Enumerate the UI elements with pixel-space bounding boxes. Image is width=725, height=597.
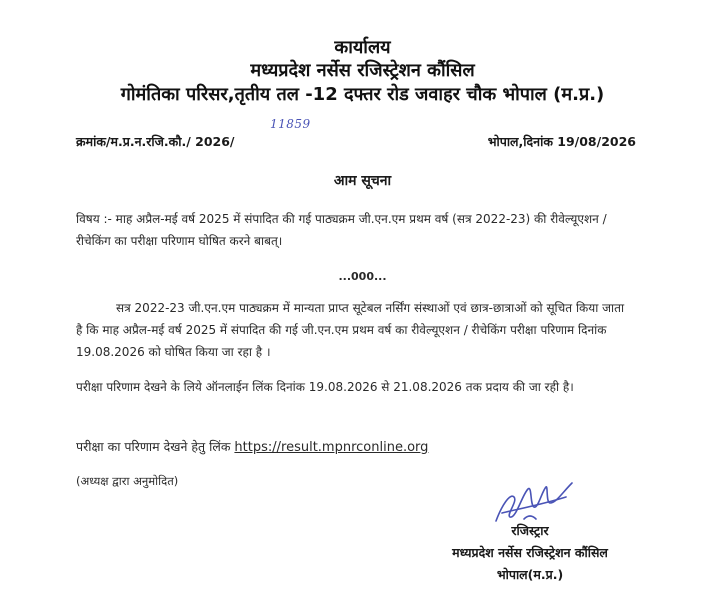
place-date: भोपाल,दिनांक 19/08/2026: [487, 134, 636, 149]
body-paragraph: सत्र 2022-23 जी.एन.एम पाठ्यक्रम में मान्यता प्राप्त सूटेबल नर्सिंग संस्थाओं एवं छात्र-छात्राओं को सूचित किया जाता है कि माह अप्रैल-मई वर्ष 2025 में संपादित की गई जी.एन.एम प्रथम वर्ष का रीवेल्यूएशन / रीचेकिंग परीक्षा परिणाम दिनांक 19.08.2026 को घोषित किया जा रहा है ।: [76, 301, 625, 359]
approval-note: (अध्यक्ष द्वारा अनुमोदित): [76, 474, 179, 488]
office-title: कार्यालय: [334, 37, 391, 58]
council-address: गोमंतिका परिसर,तृतीय तल -12 दफ्तर रोड जवाहर चौक भोपाल (म.प्र.): [120, 84, 605, 105]
result-link[interactable]: https://result.mpnrconline.org: [234, 440, 429, 455]
signatory-place: भोपाल(म.प्र.): [496, 567, 564, 582]
section-separator: ...000...: [338, 270, 387, 283]
handwritten-reference-number: 11859: [270, 117, 311, 131]
online-link-notice: परीक्षा परिणाम देखने के लिये ऑनलाईन लिंक दिनांक 19.08.2026 से 21.08.2026 तक प्रदाय की जा रही है।: [76, 380, 574, 394]
letterhead: [0, 36, 725, 107]
reference-number-label: क्रमांक/म.प्र.न.रजि.कौ./ 2026/: [76, 134, 235, 149]
signatory-organization: मध्यप्रदेश नर्सेस रजिस्ट्रेशन कौंसिल: [452, 545, 608, 560]
reference-row: [76, 117, 636, 153]
council-name: मध्यप्रदेश नर्सेस रजिस्ट्रेशन कौंसिल: [250, 60, 475, 81]
result-link-line: [76, 436, 634, 459]
signatory-designation: रजिस्ट्रार: [511, 523, 549, 538]
result-link-label: परीक्षा का परिणाम देखने हेतु लिंक: [76, 439, 231, 454]
notice-title: आम सूचना: [333, 173, 392, 189]
signatory-block: [380, 520, 680, 586]
subject-paragraph: विषय :- माह अप्रैल-मई वर्ष 2025 में संपादित की गई पाठ्यक्रम जी.एन.एम प्रथम वर्ष (सत्र 2022-23) की रीवेल्यूएशन / रीचेकिंग का परीक्षा परिणाम घोषित करने बाबत्।: [76, 212, 607, 248]
